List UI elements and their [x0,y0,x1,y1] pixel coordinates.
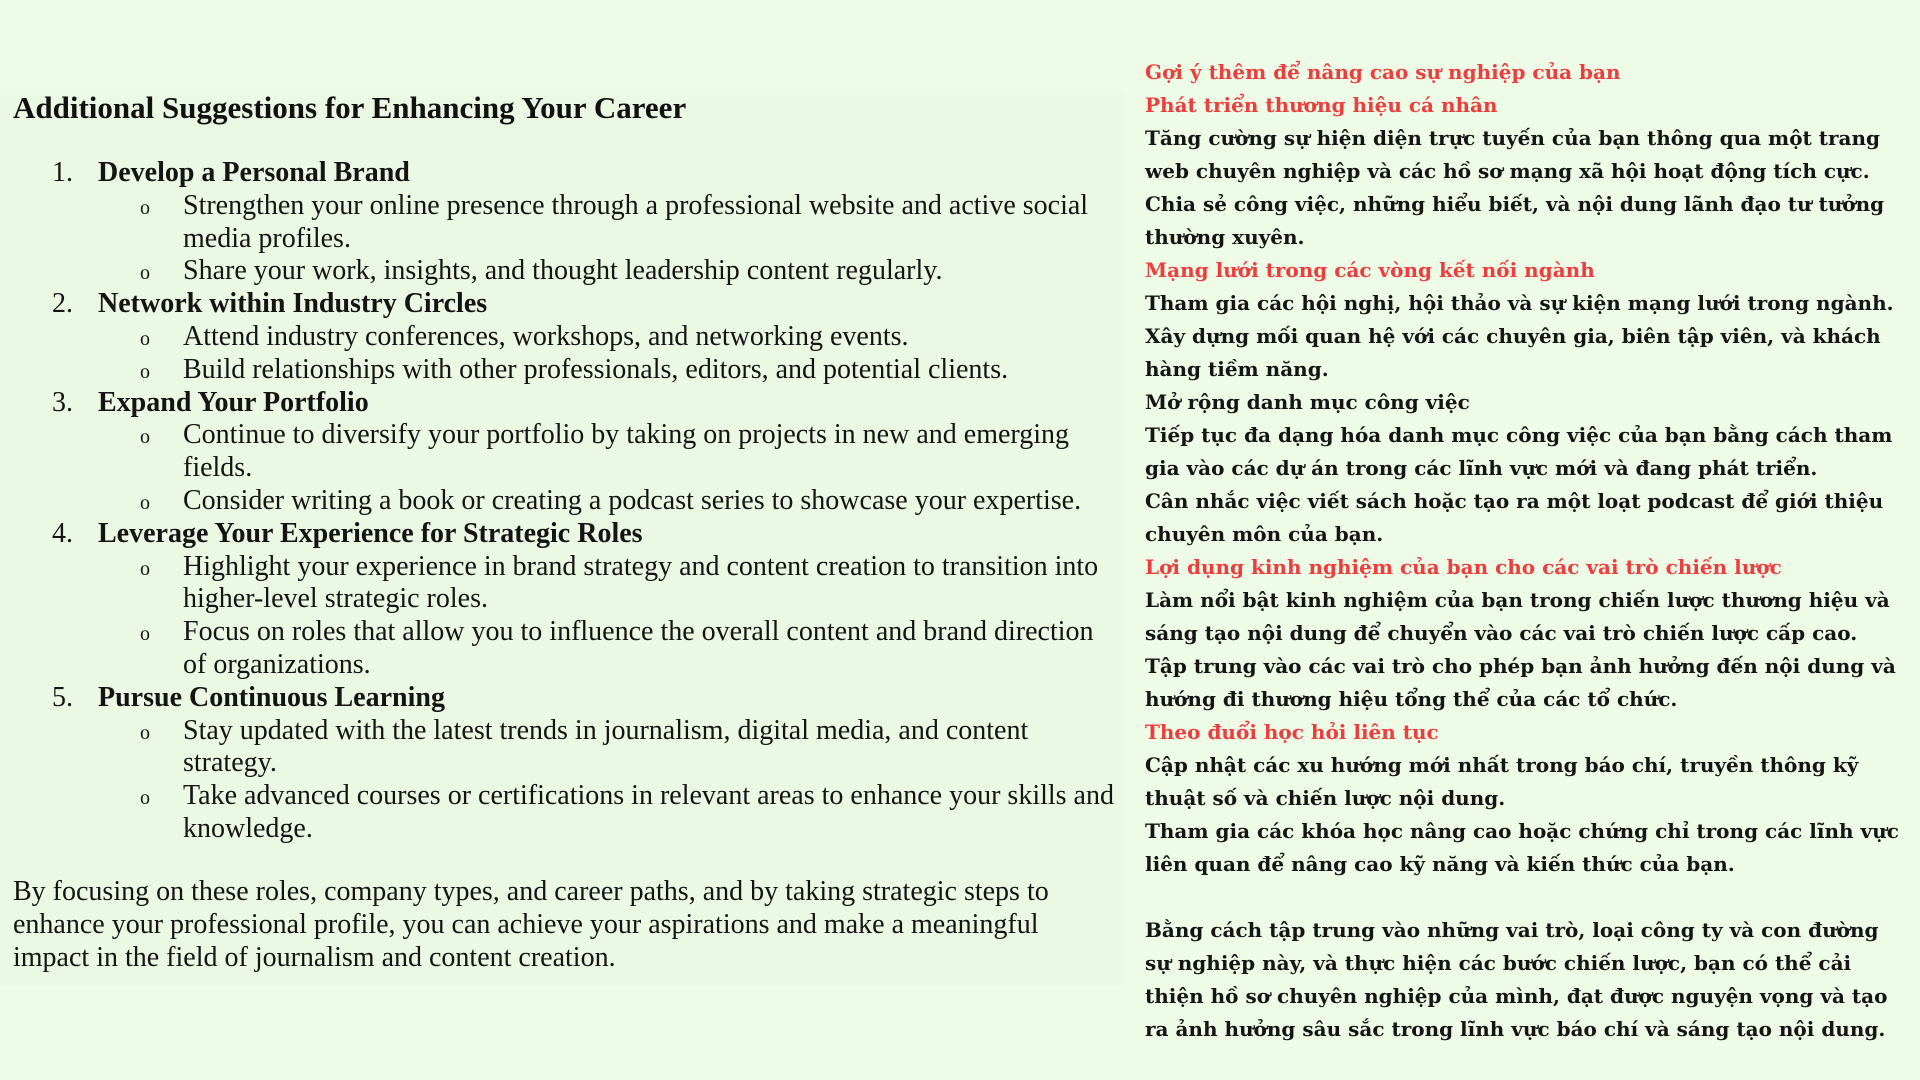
suggestion-item [0,518,1118,682]
bullet-list [0,190,1118,288]
bullet-item [0,715,1118,781]
bullet-icon: o [140,426,150,449]
paragraph-spacer [1145,881,1905,914]
vietnamese-line: Tập trung vào các vai trò cho phép bạn ảnh hưởng đến nội dung và hướng đi thương hiệu tổng thể của các tổ chức. [1145,654,1896,711]
vietnamese-line: Làm nổi bật kinh nghiệm của bạn trong chiến lược thương hiệu và sáng tạo nội dung để chuyển vào các vai trò chiến lược cấp cao. [1145,588,1890,645]
vietnamese-closing-paragraph: Bằng cách tập trung vào những vai trò, loại công ty và con đường sự nghiệp này, và thực hiện các bước chiến lược, bạn có thể cải thiện hồ sơ chuyên nghiệp của mình, đạt được nguyện vọng và tạo ra ảnh hưởng sâu sắc trong lĩnh vực báo chí và sáng tạo nội dung. [1145,918,1888,1041]
vietnamese-title: Gợi ý thêm để nâng cao sự nghiệp của bạn [1145,60,1621,84]
bullet-item [0,780,1118,846]
bullet-icon: o [140,721,150,744]
vietnamese-line: Tăng cường sự hiện diện trực tuyến của bạn thông qua một trang web chuyên nghiệp và các hồ sơ mạng xã hội hoạt động tích cực. [1145,126,1881,183]
bullet-item [0,354,1118,387]
suggestion-list [0,157,1118,846]
vietnamese-translation-panel [1145,56,1905,1046]
bullet-icon: o [140,787,150,810]
vietnamese-line: Tham gia các hội nghị, hội thảo và sự kiện mạng lưới trong ngành. [1145,291,1894,315]
bullet-icon: o [140,623,150,646]
english-closing-paragraph: By focusing on these roles, company types, and career paths, and by taking strategic steps to enhance your professional profile, you can achieve your aspirations and make a meaningful impact in the field of journalism and content creation. [13,876,1049,973]
vietnamese-line: Tham gia các khóa học nâng cao hoặc chứng chỉ trong các lĩnh vực liên quan để nâng cao kỹ năng và kiến thức của bạn. [1145,819,1899,876]
bullet-item [0,419,1118,485]
bullet-item [0,255,1118,288]
bullet-text: Highlight your experience in brand strategy and content creation to transition into higher-level strategic roles. [183,550,1099,615]
english-document-panel [0,90,1125,985]
item-number: 5. [52,681,73,713]
bullet-item [0,485,1118,518]
suggestion-item [0,157,1118,288]
bullet-list [0,419,1118,517]
vietnamese-section-heading: Phát triển thương hiệu cá nhân [1145,93,1498,117]
bullet-text: Attend industry conferences, workshops, and networking events. [183,320,909,352]
vietnamese-line: Chia sẻ công việc, những hiểu biết, và nội dung lãnh đạo tư tưởng thường xuyên. [1145,192,1885,249]
item-heading: Develop a Personal Brand [98,157,410,188]
bullet-item [0,616,1118,682]
vietnamese-section-heading: Mở rộng danh mục công việc [1145,390,1470,414]
vietnamese-line: Tiếp tục đa dạng hóa danh mục công việc của bạn bằng cách tham gia vào các dự án trong các lĩnh vực mới và đang phát triển. [1145,423,1893,480]
bullet-icon: o [140,327,150,350]
item-number: 2. [52,288,73,320]
item-number: 1. [52,157,73,188]
suggestion-item [0,288,1118,386]
item-number: 4. [52,517,73,549]
item-heading: Pursue Continuous Learning [98,681,445,713]
bullet-text: Focus on roles that allow you to influence the overall content and brand direction of organizations. [183,616,1094,680]
bullet-icon: o [140,360,150,383]
bullet-text: Strengthen your online presence through a professional website and active social media profiles. [183,189,1089,254]
english-title: Additional Suggestions for Enhancing Your Career [13,90,687,125]
bullet-icon: o [140,262,150,285]
item-heading: Expand Your Portfolio [98,386,369,418]
bullet-item [0,551,1118,617]
vietnamese-section-heading: Mạng lưới trong các vòng kết nối ngành [1145,258,1595,282]
vietnamese-section-heading: Theo đuổi học hỏi liên tục [1145,720,1439,744]
bullet-text: Stay updated with the latest trends in journalism, digital media, and content strategy. [183,714,1029,779]
bullet-text: Take advanced courses or certifications in relevant areas to enhance your skills and knowledge. [183,780,1114,844]
bullet-list [0,551,1118,682]
bullet-list [0,321,1118,387]
bullet-item [0,190,1118,256]
bullet-text: Build relationships with other professionals, editors, and potential clients. [183,353,1009,385]
bullet-item [0,321,1118,354]
bullet-text: Consider writing a book or creating a podcast series to showcase your expertise. [183,484,1082,516]
vietnamese-section-heading: Lợi dụng kinh nghiệm của bạn cho các vai trò chiến lược [1145,555,1782,579]
suggestion-item [0,682,1118,846]
item-heading: Network within Industry Circles [98,288,488,320]
bullet-icon: o [140,557,150,580]
bullet-icon: o [140,491,150,514]
vietnamese-line: Cân nhắc việc viết sách hoặc tạo ra một loạt podcast để giới thiệu chuyên môn của bạn. [1145,489,1884,546]
vietnamese-line: Cập nhật các xu hướng mới nhất trong báo chí, truyền thông kỹ thuật số và chiến lược nội dung. [1145,753,1859,810]
item-number: 3. [52,386,73,418]
bullet-icon: o [140,196,150,219]
bullet-list [0,715,1118,846]
suggestion-item [0,387,1118,518]
item-heading: Leverage Your Experience for Strategic Roles [98,517,643,549]
vietnamese-line: Xây dựng mối quan hệ với các chuyên gia, biên tập viên, và khách hàng tiềm năng. [1145,324,1881,381]
bullet-text: Share your work, insights, and thought leadership content regularly. [183,255,943,287]
bullet-text: Continue to diversify your portfolio by taking on projects in new and emerging fields. [183,419,1069,484]
